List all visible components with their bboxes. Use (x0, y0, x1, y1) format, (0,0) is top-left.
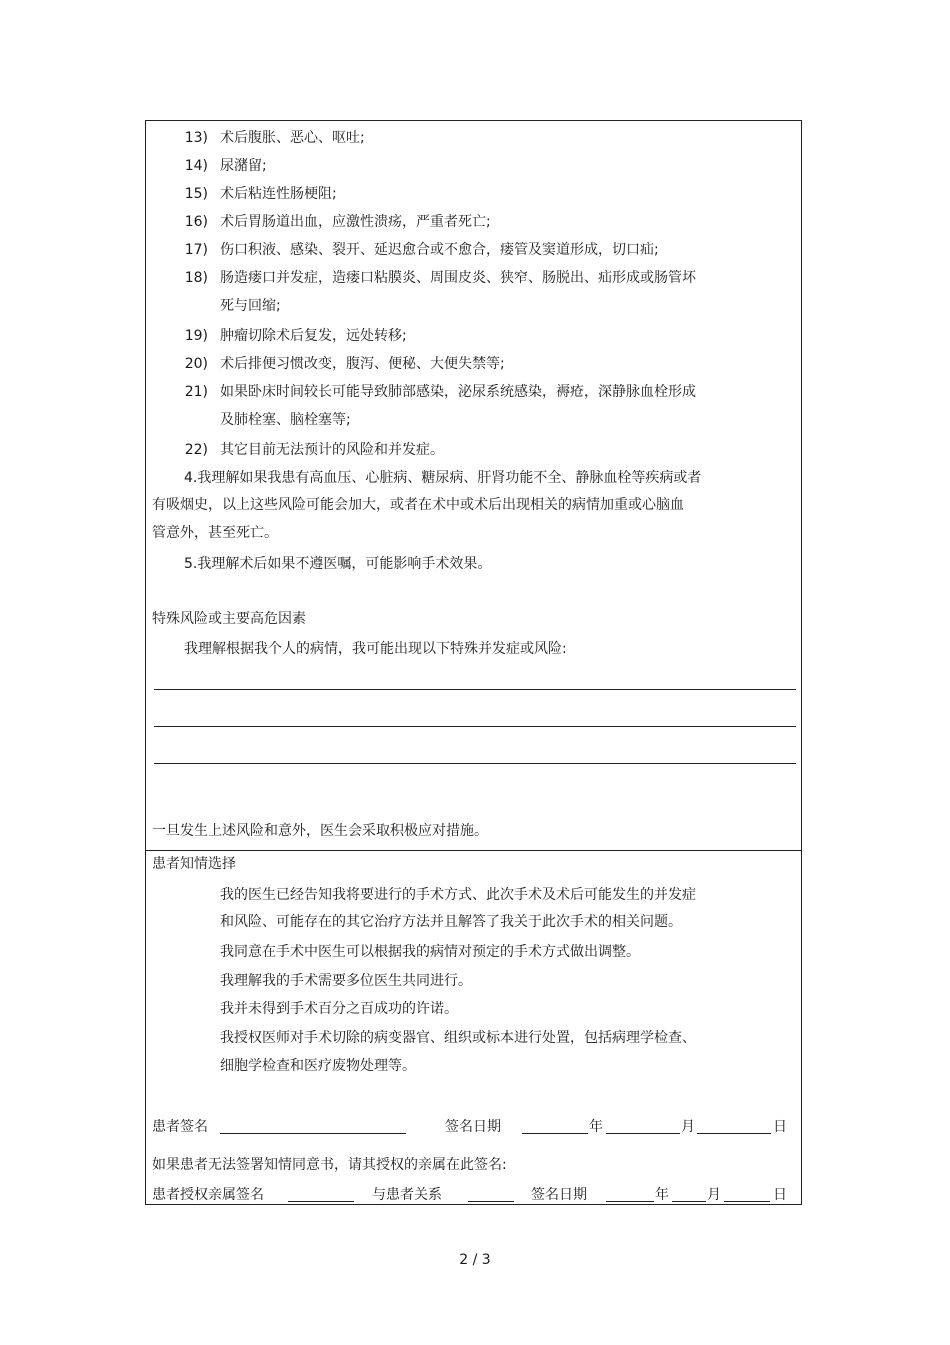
risk-item-text: 及肺栓塞、脑栓塞等; (220, 412, 351, 428)
proxy-signature-label: 患者授权亲属签名 (152, 1187, 264, 1203)
signature-date-label: 签名日期 (445, 1119, 501, 1135)
risk-item-text: 术后腹胀、恶心、呕吐; (220, 130, 365, 146)
signature-day-field[interactable] (697, 1119, 771, 1134)
risk-item-number: 16) (184, 214, 208, 230)
informed-line-1: 我的医生已经告知我将要进行的手术方式、此次手术及术后可能发生的并发症 (220, 887, 696, 903)
year-label: 年 (589, 1119, 603, 1135)
signature-year-field[interactable] (522, 1119, 588, 1134)
informed-line-4: 我理解我的手术需要多位医生共同进行。 (220, 973, 472, 989)
risk-item-text: 如果卧床时间较长可能导致肺部感染，泌尿系统感染，褥疮，深静脉血栓形成 (220, 384, 696, 400)
special-risk-blank-line-2[interactable] (154, 726, 796, 727)
risk-item-text: 术后胃肠道出血，应激性溃疡，严重者死亡; (220, 214, 491, 230)
relation-label: 与患者关系 (372, 1187, 442, 1203)
page-number: 2 / 3 (459, 1252, 491, 1268)
patient-signature-field[interactable] (220, 1119, 406, 1134)
informed-choice-title: 患者知情选择 (152, 856, 236, 872)
proxy-month-field[interactable] (672, 1187, 706, 1202)
risk-item-text: 肠造瘘口并发症，造瘘口粘膜炎、周围皮炎、狭窄、肠脱出、疝形成或肠管坏 (220, 270, 696, 286)
risk-item-text: 其它目前无法预计的风险和并发症。 (220, 442, 444, 458)
risk-item-number: 15) (184, 186, 208, 202)
special-risk-blank-line-3[interactable] (154, 763, 796, 764)
risk-item-number: 18) (184, 270, 208, 286)
proxy-day-label: 日 (773, 1187, 787, 1203)
risk-item-number: 14) (184, 158, 208, 174)
section-divider (146, 850, 801, 851)
risk-item-text: 肿瘤切除术后复发，远处转移; (220, 328, 407, 344)
risk-item-text: 尿潴留; (220, 158, 267, 174)
risk-item-text: 术后粘连性肠梗阻; (220, 186, 337, 202)
para4-line1: 4.我理解如果我患有高血压、心脏病、糖尿病、肝肾功能不全、静脉血栓等疾病或者 (184, 470, 702, 486)
risk-item-number: 19) (184, 328, 208, 344)
special-risk-intro: 我理解根据我个人的病情，我可能出现以下特殊并发症或风险: (184, 641, 567, 657)
consent-form-frame (145, 120, 802, 1205)
proxy-year-field[interactable] (606, 1187, 654, 1202)
signature-month-field[interactable] (606, 1119, 680, 1134)
proxy-year-label: 年 (655, 1187, 669, 1203)
para4-line3: 管意外，甚至死亡。 (152, 525, 278, 541)
proxy-day-field[interactable] (724, 1187, 770, 1202)
para4-line2: 有吸烟史，以上这些风险可能会加大，或者在术中或术后出现相关的病情加重或心脑血 (152, 497, 684, 513)
para5: 5.我理解术后如果不遵医嘱，可能影响手术效果。 (184, 556, 492, 572)
informed-line-6: 我授权医师对手术切除的病变器官、组织或标本进行处置，包括病理学检查、 (220, 1030, 696, 1046)
risk-item-number: 22) (184, 442, 208, 458)
proxy-signature-field[interactable] (288, 1187, 354, 1202)
risk-item-number: 20) (184, 356, 208, 372)
patient-signature-label: 患者签名 (152, 1119, 208, 1135)
day-label: 日 (773, 1119, 787, 1135)
risk-item-number: 13) (184, 130, 208, 146)
proxy-date-label: 签名日期 (531, 1187, 587, 1203)
proxy-note: 如果患者无法签署知情同意书，请其授权的亲属在此签名: (152, 1157, 507, 1173)
informed-line-7: 细胞学检查和医疗废物处理等。 (220, 1058, 416, 1074)
proxy-month-label: 月 (707, 1187, 721, 1203)
relation-field[interactable] (468, 1187, 514, 1202)
special-risk-blank-line-1[interactable] (154, 689, 796, 690)
informed-line-5: 我并未得到手术百分之百成功的许诺。 (220, 1001, 458, 1017)
informed-line-2: 和风险、可能存在的其它治疗方法并且解答了我关于此次手术的相关问题。 (220, 914, 682, 930)
risk-item-text: 伤口积液、感染、裂开、延迟愈合或不愈合，瘘管及窦道形成，切口疝; (220, 242, 659, 258)
risk-item-number: 21) (184, 384, 208, 400)
special-risk-closing: 一旦发生上述风险和意外，医生会采取积极应对措施。 (152, 823, 488, 839)
month-label: 月 (681, 1119, 695, 1135)
special-risk-title: 特殊风险或主要高危因素 (152, 611, 306, 627)
risk-item-number: 17) (184, 242, 208, 258)
risk-item-text: 术后排便习惯改变，腹泻、便秘、大便失禁等; (220, 356, 505, 372)
informed-line-3: 我同意在手术中医生可以根据我的病情对预定的手术方式做出调整。 (220, 944, 640, 960)
risk-item-text: 死与回缩; (220, 298, 281, 314)
